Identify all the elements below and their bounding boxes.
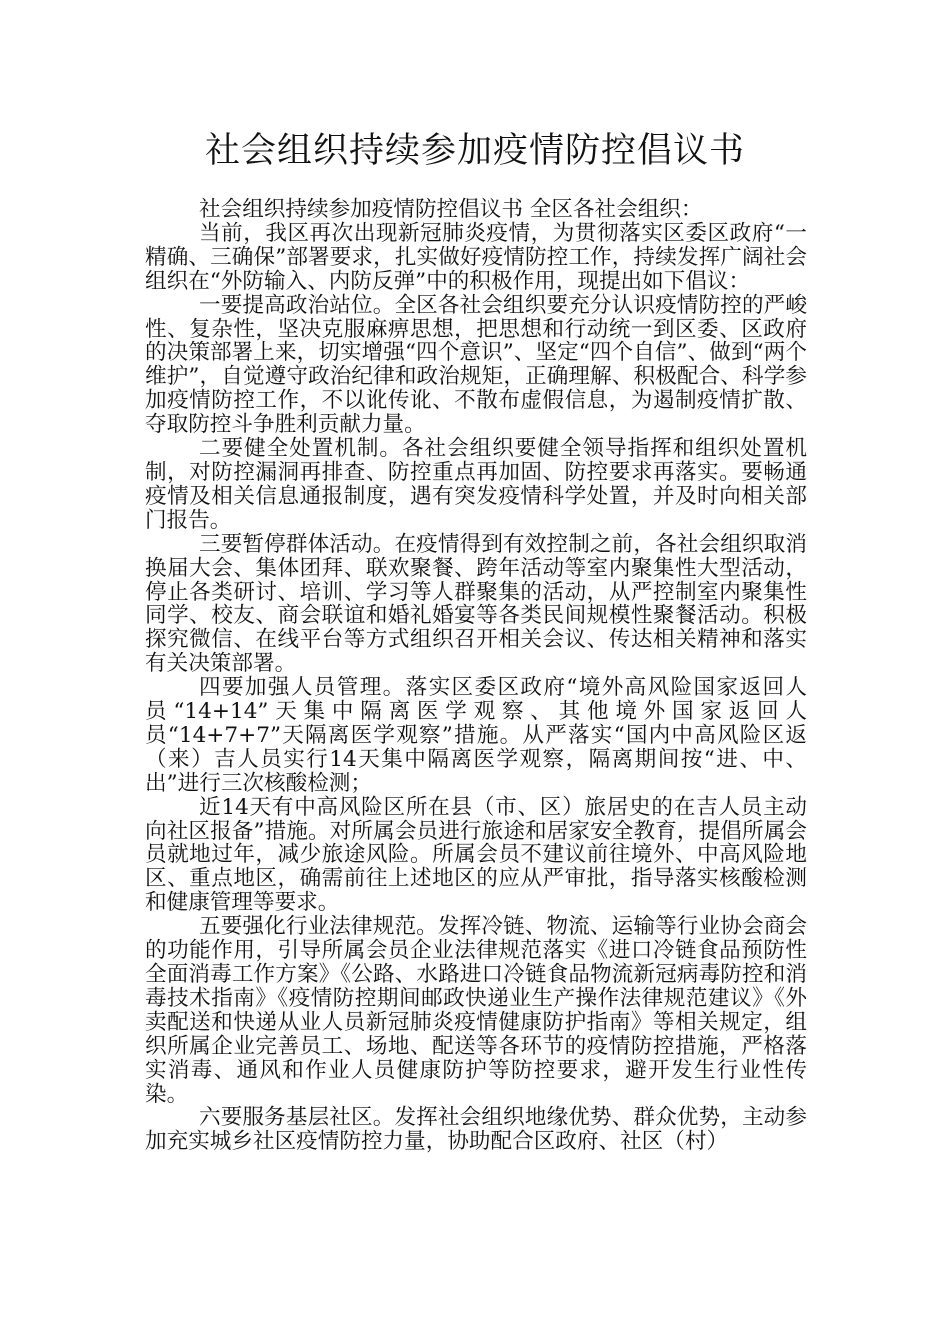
paragraph-point-1: 一要提高政治站位。全区各社会组织要充分认识疫情防控的严峻性、复杂性，坚决克服麻痹思想，把思想和行动统一到区委、区政府的决策部署上来，切实增强“四个意识”、坚定“四个自信”、做到“两个维护”，自觉遵守政治纪律和政治规矩，正确理解、积极配合、科学参加疫情防控工作，不以讹传讹、不散布虚假信息，为遏制疫情扩散、夺取防控斗争胜利贡献力量。 [145, 292, 807, 438]
paragraph-point-6: 六要服务基层社区。发挥社会组织地缘优势、群众优势，主动参加充实城乡社区疫情防控力量，协助配合区政府、社区（村） [145, 1105, 807, 1155]
paragraph-point-2: 二要健全处置机制。各社会组织要健全领导指挥和组织处置机制，对防控漏洞再排查、防控重点再加固、防控要求再落实。要畅通疫情及相关信息通报制度，遇有突发疫情科学处置，并及时向相关部门报告。 [145, 436, 807, 533]
paragraph-point-4-continued: 近14天有中高风险区所在县（市、区）旅居史的在吉人员主动向社区报备”措施。对所属会员进行旅途和居家安全教育，提倡所属会员就地过年，减少旅途风险。所属会员不建议前往境外、中高风险地区、重点地区，确需前往上述地区的应从严审批，指导落实核酸检测和健康管理等要求。 [145, 794, 807, 916]
paragraph-point-5: 五要强化行业法律规范。发挥冷链、物流、运输等行业协会商会的功能作用，引导所属会员企业法律规范落实《进口冷链食品预防性全面消毒工作方案》《公路、水路进口冷链食品物流新冠病毒防控和消毒技术指南》《疫情防控期间邮政快递业生产操作法律规范建议》《外卖配送和快递从业人员新冠肺炎疫情健康防护指南》等相关规定，组织所属企业完善员工、场地、配送等各环节的疫情防控措施，严格落实消毒、通风和作业人员健康防护等防控要求，避开发生行业性传染。 [145, 914, 807, 1107]
document-body [145, 198, 807, 1154]
paragraph-point-4: 四要加强人员管理。落实区委区政府“境外高风险国家返回人员“14+14”天集中隔离医学观察、其他境外国家返回人员“14+7+7”天隔离医学观察”措施。从严落实“国内中高风险区返（来）吉人员实行14天集中隔离医学观察，隔离期间按“进、中、出”进行三次核酸检测； [145, 675, 807, 796]
paragraph-salutation: 社会组织持续参加疫情防控倡议书 全区各社会组织： [199, 197, 703, 222]
document-title: 社会组织持续参加疫情防控倡议书 [204, 131, 745, 171]
paragraph-point-3: 三要暂停群体活动。在疫情得到有效控制之前，各社会组织取消换届大会、集体团拜、联欢聚餐、跨年活动等室内聚集性大型活动，停止各类研讨、培训、学习等人群聚集的活动，从严控制室内聚集性同学、校友、商会联谊和婚礼婚宴等各类民间规模性聚餐活动。积极探究微信、在线平台等方式组织召开相关会议、传达相关精神和落实有关决策部署。 [145, 531, 807, 677]
paragraph-intro: 当前，我区再次出现新冠肺炎疫情，为贯彻落实区委区政府“一精确、三确保”部署要求，扎实做好疫情防控工作，持续发挥广阔社会组织在“外防输入、内防反弹”中的积极作用，现提出如下倡议： [145, 220, 807, 294]
